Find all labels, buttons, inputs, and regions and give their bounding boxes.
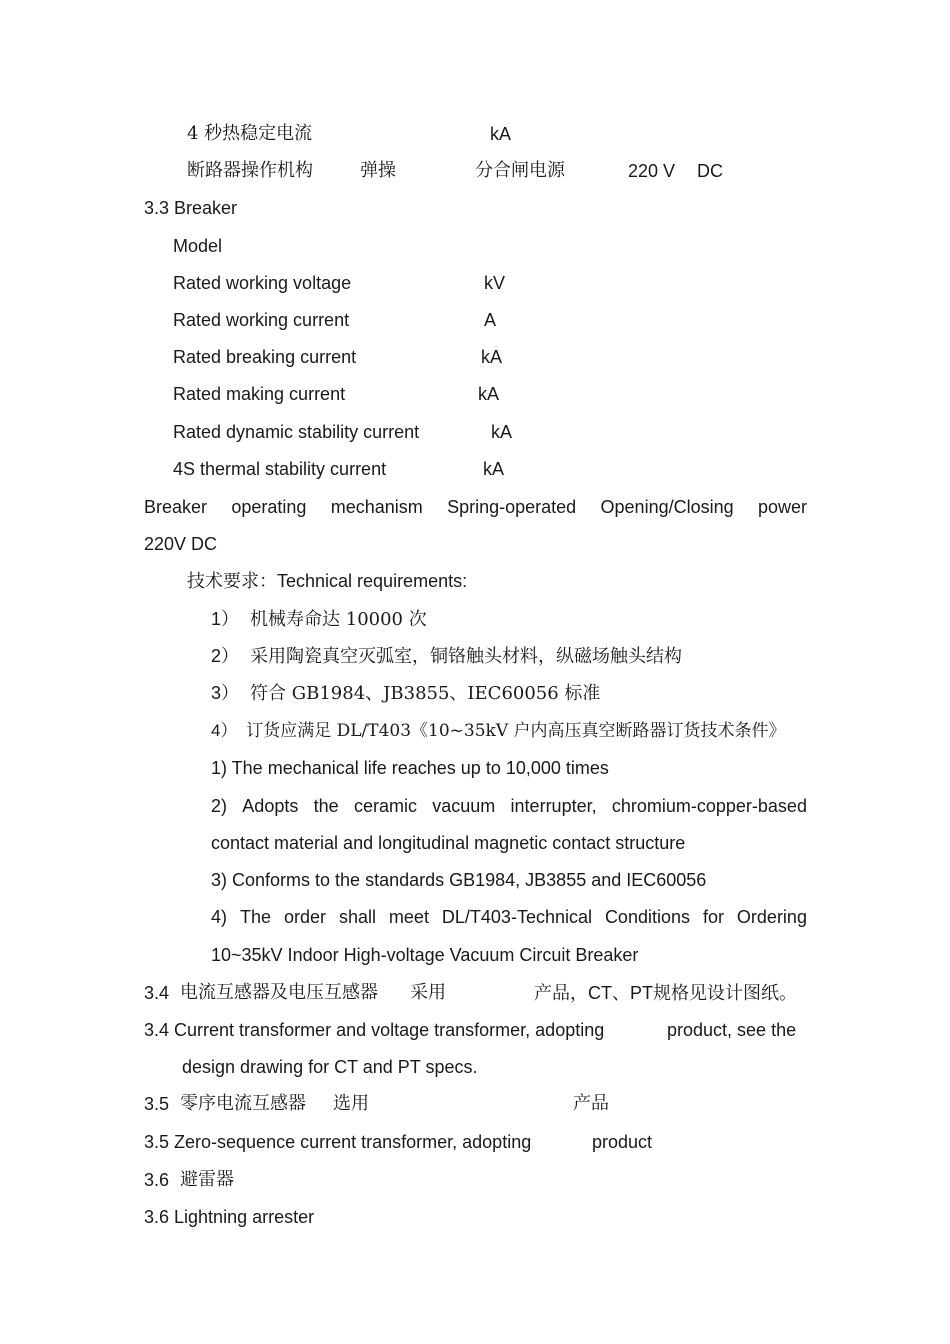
zero-seq-zh-select: 选用	[333, 1093, 369, 1114]
list-text: 采用陶瓷真空灭弧室，铜铬触头材料，纵磁场触头结构	[250, 646, 683, 667]
zero-seq-en-product: product	[592, 1132, 653, 1152]
word: order	[283, 907, 326, 927]
requirements-heading	[187, 570, 467, 593]
spec-row-unit: kA	[478, 384, 500, 404]
requirement-en-item-2	[211, 795, 807, 817]
word: mechanism	[330, 497, 423, 517]
list-text: 订货应满足 DL/T403《10~35kV 户内高压真空断路器订货技术条件》	[246, 721, 786, 741]
mechanism-type-zh: 弹操	[360, 160, 396, 181]
requirement-zh-item	[211, 608, 427, 631]
spec-row-unit: kA	[483, 459, 505, 479]
word: Conditions	[604, 907, 690, 927]
transformers-zh-adopt: 采用	[410, 982, 446, 1003]
spec-row-unit: kA	[491, 422, 513, 442]
word: 2)	[211, 796, 228, 816]
word: Adopts	[242, 796, 299, 816]
word: interrupter,	[510, 796, 597, 816]
spec-row-unit: A	[484, 310, 497, 330]
requirements-heading-zh: 技术要求：	[187, 571, 277, 592]
word: 4)	[211, 907, 228, 927]
transformers-en-part1: 3.4 Current transformer and voltage transformer, adopting	[144, 1020, 605, 1040]
requirement-zh-item	[211, 720, 786, 742]
power-label-zh: 分合闸电源	[475, 160, 565, 181]
spec-prefix: CT、PT	[588, 983, 653, 1003]
list-text: 符合 GB1984、JB3855、IEC60056 标准	[250, 683, 601, 704]
spec-row-label: Rated working current	[173, 310, 350, 330]
breaker-heading: 3.3 Breaker	[144, 198, 238, 218]
spec-row-unit: kA	[481, 347, 503, 367]
word: Ordering	[736, 907, 807, 927]
list-number: 2）	[211, 646, 240, 666]
arrester-zh-number: 3.6	[144, 1170, 170, 1190]
list-number: 1）	[211, 609, 240, 629]
word: Breaker	[144, 497, 208, 517]
zero-seq-zh-label: 零序电流互感器	[180, 1093, 306, 1114]
transformers-zh-label: 电流互感器及电压互感器	[180, 982, 378, 1003]
transformers-en-cont: design drawing for CT and PT specs.	[182, 1057, 478, 1077]
word: chromium-copper-based	[611, 796, 807, 816]
transformers-zh-number: 3.4	[144, 983, 170, 1003]
spec-row-label: Rated making current	[173, 384, 346, 404]
thermal-stability-label-zh: 4 秒热稳定电流	[187, 123, 313, 144]
zero-seq-en-text: 3.5 Zero-sequence current transformer, adopting	[144, 1132, 532, 1152]
spec-row-label: Rated working voltage	[173, 273, 352, 293]
requirement-en-item-4-cont: 10~35kV Indoor High-voltage Vacuum Circuit Breaker	[211, 945, 639, 965]
requirement-en-item-4	[211, 906, 807, 928]
word: ceramic	[353, 796, 417, 816]
arrester-en-text: 3.6 Lightning arrester	[144, 1207, 315, 1227]
spec-row-label: Rated breaking current	[173, 347, 357, 367]
breaker-model-label: Model	[173, 236, 223, 256]
spec-suffix: 规格见设计图纸。	[653, 983, 797, 1004]
word: Spring-operated	[447, 497, 577, 517]
spec-row-label: 4S thermal stability current	[173, 459, 387, 479]
word: Opening/Closing	[600, 497, 734, 517]
mechanism-label-zh: 断路器操作机构	[187, 160, 313, 181]
word: shall	[338, 907, 376, 927]
requirements-heading-en: Technical requirements:	[277, 571, 468, 591]
word: DL/T403-Technical	[441, 907, 592, 927]
word: The	[239, 907, 271, 927]
spec-row-unit: kV	[484, 273, 506, 293]
requirement-zh-item	[211, 682, 600, 705]
mechanism-voltage: 220V DC	[144, 534, 218, 554]
requirement-en-item-2-cont: contact material and longitudinal magnetic contact structure	[211, 833, 686, 853]
thermal-stability-unit: kA	[490, 124, 512, 144]
zero-seq-zh-product: 产品	[573, 1093, 609, 1114]
word: the	[313, 796, 339, 816]
requirement-en-item-1: 1) The mechanical life reaches up to 10,000 times	[211, 758, 609, 778]
list-text: 机械寿命达 10000 次	[250, 609, 427, 630]
mechanism-line	[144, 496, 807, 518]
word: operating	[231, 497, 307, 517]
list-number: 4）	[211, 721, 238, 740]
list-number: 3）	[211, 683, 240, 703]
arrester-zh-label: 避雷器	[180, 1169, 234, 1190]
requirement-en-item-3: 3) Conforms to the standards GB1984, JB3855 and IEC60056	[211, 870, 707, 890]
word: vacuum	[432, 796, 496, 816]
transformers-zh-product-spec	[534, 982, 797, 1005]
word: meet	[388, 907, 429, 927]
product-text: 产品，	[534, 983, 588, 1004]
word: power	[757, 497, 807, 517]
requirement-zh-item	[211, 645, 682, 668]
transformers-en-part2: product, see the	[667, 1020, 797, 1040]
power-dc: DC	[697, 161, 723, 181]
spec-row-label: Rated dynamic stability current	[173, 422, 420, 442]
word: for	[702, 907, 724, 927]
power-voltage: 220 V	[628, 161, 676, 181]
zero-seq-zh-number: 3.5	[144, 1094, 170, 1114]
